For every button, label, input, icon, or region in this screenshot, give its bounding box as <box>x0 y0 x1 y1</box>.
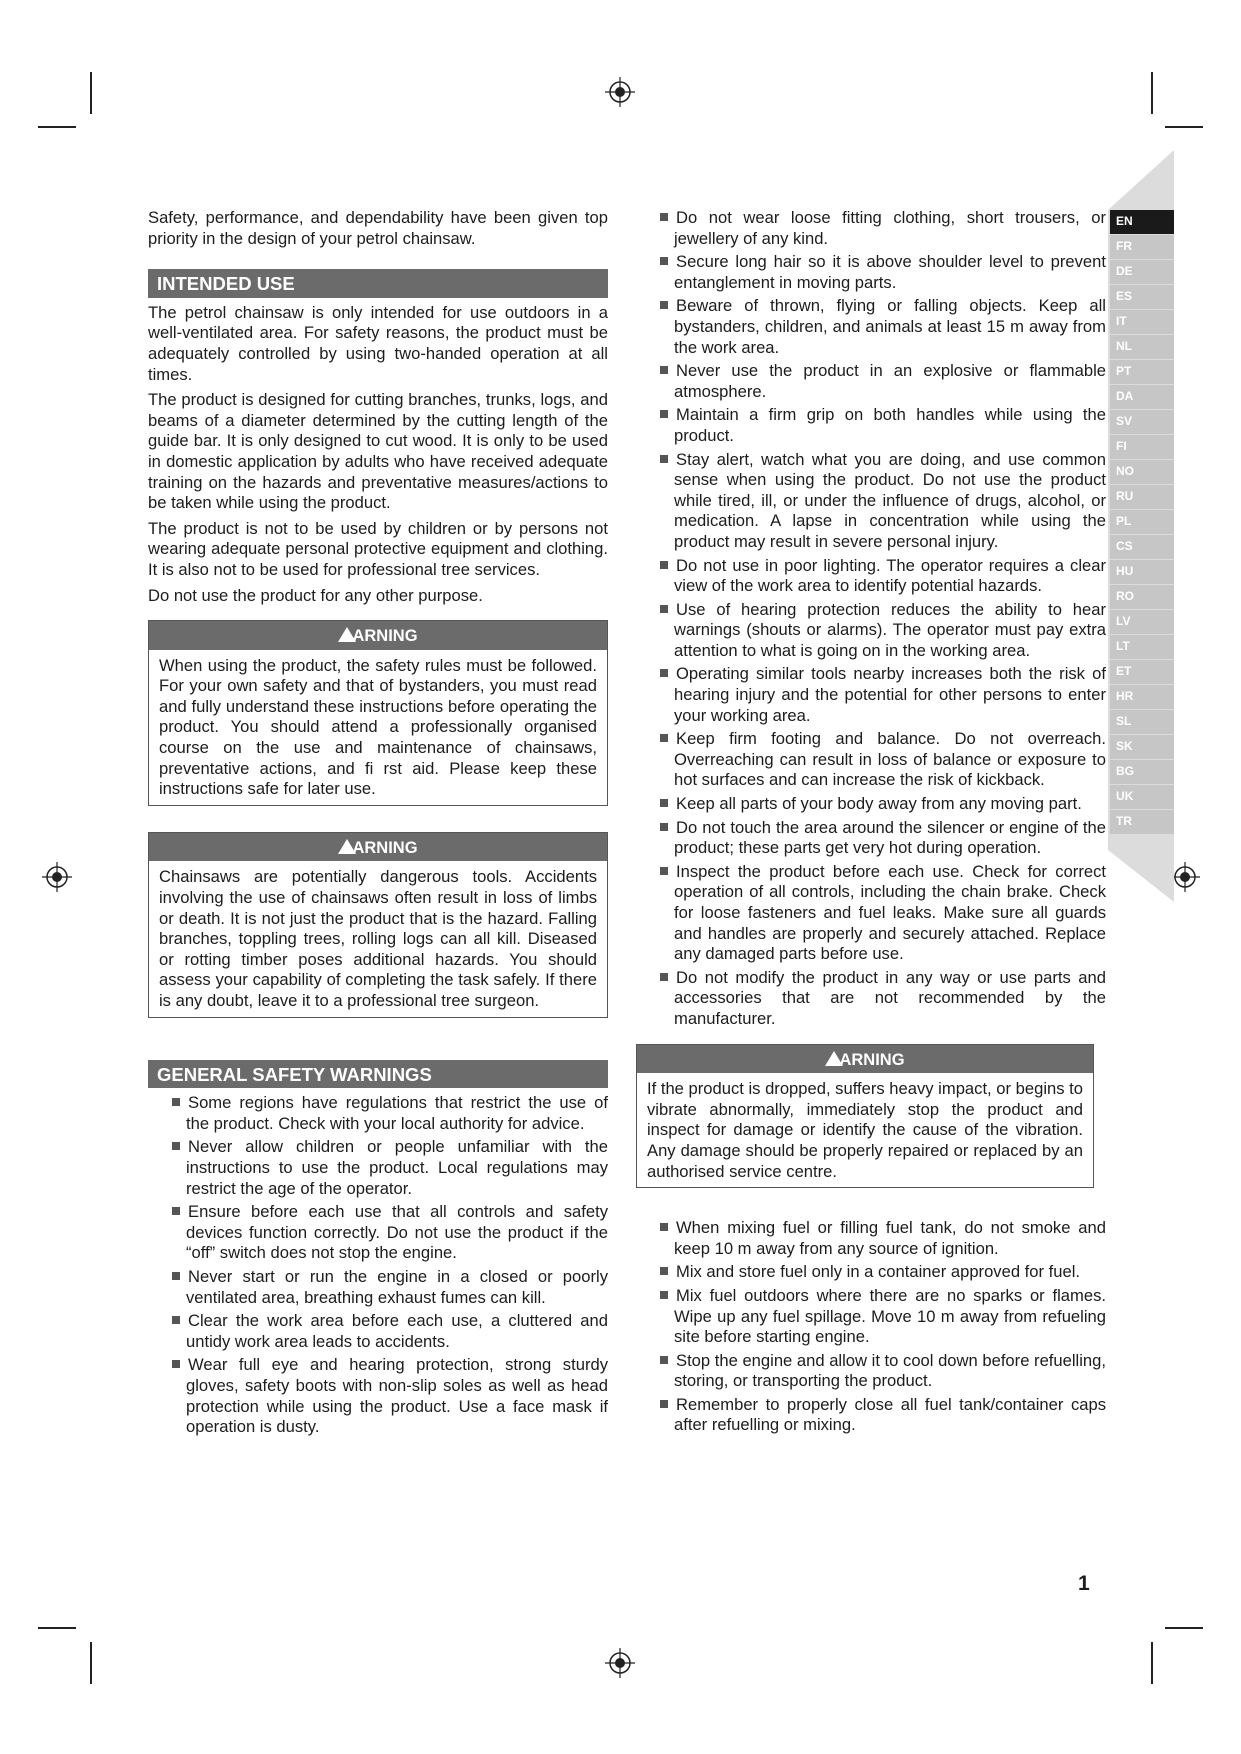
language-tabs <box>1110 210 1174 835</box>
list-item: Do not touch the area around the silencer or engine of the product; these parts get very hot during operation. <box>650 818 1106 859</box>
list-item: When mixing fuel or filling fuel tank, do not smoke and keep 10 m away from any source of ignition. <box>650 1218 1106 1259</box>
warning-box <box>636 1044 1094 1189</box>
intended-use-paragraph: Do not use the product for any other purpose. <box>148 585 483 605</box>
language-tab-pl[interactable]: PL <box>1110 510 1174 534</box>
page-number: 1 <box>1078 1572 1090 1595</box>
crop-mark <box>38 126 76 128</box>
warning-header <box>637 1045 1093 1074</box>
intended-use-heading: INTENDED USE <box>148 269 608 298</box>
list-item: Mix fuel outdoors where there are no sparks or flames. Wipe up any fuel spillage. Move 10 m away from refueling site before starting engine. <box>650 1286 1106 1348</box>
list-item: Mix and store fuel only in a container approved for fuel. <box>650 1262 1106 1283</box>
language-tab-lt[interactable]: LT <box>1110 635 1174 659</box>
language-tab-es[interactable]: ES <box>1110 285 1174 309</box>
language-tab-ro[interactable]: RO <box>1110 585 1174 609</box>
list-item: Beware of thrown, flying or falling objects. Keep all bystanders, children, and animals at least 15 m away from the work area. <box>650 296 1106 358</box>
right-column <box>647 208 1106 1439</box>
registration-mark-icon <box>605 77 635 107</box>
language-tab-hr[interactable]: HR <box>1110 685 1174 709</box>
list-item: Ensure before each use that all controls and safety devices function correctly. Do not use the product if the “off” switch does not stop the engine. <box>162 1202 608 1264</box>
warning-box <box>148 832 608 1018</box>
crop-mark <box>90 1642 92 1684</box>
list-item: Clear the work area before each use, a cluttered and untidy work area leads to accidents. <box>162 1311 608 1352</box>
language-tab-sv[interactable]: SV <box>1110 410 1174 434</box>
list-item: Operating similar tools nearby increases both the risk of hearing injury and the potential for other persons to enter your working area. <box>650 664 1106 726</box>
intended-use-paragraph: The product is not to be used by children or by persons not wearing adequate personal protective equipment and clothing. It is also not to be used for professional tree services. <box>148 518 608 579</box>
language-tab-no[interactable]: NO <box>1110 460 1174 484</box>
registration-mark-icon <box>1170 862 1200 892</box>
general-safety-list <box>148 1093 608 1438</box>
list-item: Never use the product in an explosive or flammable atmosphere. <box>650 361 1106 402</box>
warning-title: ARNING <box>352 838 418 857</box>
crop-mark <box>38 1627 76 1629</box>
language-tab-fr[interactable]: FR <box>1110 235 1174 259</box>
list-item: Do not wear loose fitting clothing, short trousers, or jewellery of any kind. <box>650 208 1106 249</box>
warning-text: When using the product, the safety rules must be followed. For your own safety and that of bystanders, you must read and fully understand these instructions before operating the product. You should attend a professionally organised course on the use and maintenance of chainsaws, preventative actions, and fi rst aid. Please keep these instructions safe for later use. <box>159 655 597 799</box>
list-item: Inspect the product before each use. Check for correct operation of all controls, including the chain brake. Check for loose fasteners and fuel leaks. Make sure all guards and handles are properly and securely attached. Replace any damaged parts before use. <box>650 862 1106 965</box>
safety-list <box>650 208 1106 1030</box>
warning-title: ARNING <box>352 627 418 646</box>
list-item: Maintain a firm grip on both handles while using the product. <box>650 405 1106 446</box>
registration-mark-icon <box>42 862 72 892</box>
fuel-safety-list <box>650 1218 1106 1436</box>
list-item: Do not modify the product in any way or use parts and accessories that are not recommended by the manufacturer. <box>650 968 1106 1030</box>
intro-text: Safety, performance, and dependability have been given top priority in the design of your petrol chainsaw. <box>148 208 608 248</box>
list-item: Secure long hair so it is above shoulder level to prevent entanglement in moving parts. <box>650 252 1106 293</box>
warning-title: ARNING <box>839 1050 905 1069</box>
list-item: Stay alert, watch what you are doing, and use common sense when using the product. Do not use the product while tired, ill, or under the influence of drugs, alcohol, or medication. A lapse in concentration while using the product may result in severe personal injury. <box>650 450 1106 553</box>
list-item: Remember to properly close all fuel tank/container caps after refuelling or mixing. <box>650 1395 1106 1436</box>
list-item: Do not use in poor lighting. The operator requires a clear view of the work area to identify potential hazards. <box>650 556 1106 597</box>
crop-mark <box>90 72 92 114</box>
language-tab-it[interactable]: IT <box>1110 310 1174 334</box>
general-safety-heading: GENERAL SAFETY WARNINGS <box>148 1060 608 1089</box>
language-tab-da[interactable]: DA <box>1110 385 1174 409</box>
crop-mark <box>1151 72 1153 114</box>
language-tab-de[interactable]: DE <box>1110 260 1174 284</box>
crop-mark <box>1165 1627 1203 1629</box>
language-tab-tr[interactable]: TR <box>1110 810 1174 834</box>
list-item: Stop the engine and allow it to cool down before refuelling, storing, or transporting the product. <box>650 1351 1106 1392</box>
language-tab-pt[interactable]: PT <box>1110 360 1174 384</box>
list-item: Never allow children or people unfamiliar with the instructions to use the product. Local regulations may restrict the age of the operator. <box>162 1137 608 1199</box>
warning-header <box>149 833 607 862</box>
language-tab-ru[interactable]: RU <box>1110 485 1174 509</box>
crop-mark <box>1151 1642 1153 1684</box>
registration-mark-icon <box>605 1648 635 1678</box>
intended-use-paragraph: The petrol chainsaw is only intended for use outdoors in a well-ventilated area. For safety reasons, the product must be adequately controlled by using two-handed operation at all times. <box>148 302 608 384</box>
crop-mark <box>1165 126 1203 128</box>
language-tab-uk[interactable]: UK <box>1110 785 1174 809</box>
list-item: Some regions have regulations that restrict the use of the product. Check with your local authority for advice. <box>162 1093 608 1134</box>
language-tab-cs[interactable]: CS <box>1110 535 1174 559</box>
language-tab-en[interactable]: EN <box>1110 210 1174 234</box>
language-tab-et[interactable]: ET <box>1110 660 1174 684</box>
list-item: Never start or run the engine in a closed or poorly ventilated area, breathing exhaust fumes can kill. <box>162 1267 608 1308</box>
language-tab-hu[interactable]: HU <box>1110 560 1174 584</box>
language-tab-nl[interactable]: NL <box>1110 335 1174 359</box>
language-tab-fi[interactable]: FI <box>1110 435 1174 459</box>
warning-text: Chainsaws are potentially dangerous tools. Accidents involving the use of chainsaws often result in loss of limbs or death. It is not just the product that is the hazard. Falling branches, toppling trees, rolling logs can all kill. Diseased or rotting timber poses additional hazards. You should assess your capability of completing the task safely. If there is any doubt, leave it to a professional tree surgeon. <box>159 867 597 1010</box>
language-tab-sl[interactable]: SL <box>1110 710 1174 734</box>
left-column <box>148 208 608 1441</box>
language-tab-sk[interactable]: SK <box>1110 735 1174 759</box>
list-item: Keep firm footing and balance. Do not overreach. Overreaching can result in loss of balance or exposure to hot surfaces and can increase the risk of kickback. <box>650 729 1106 791</box>
intended-use-paragraph: The product is designed for cutting branches, trunks, logs, and beams of a diameter determined by the cutting length of the guide bar. It is only designed to cut wood. It is only to be used in domestic application by adults who have received adequate training on the hazards and preventative measures/actions to be taken while using the product. <box>148 390 608 513</box>
warning-box <box>148 620 608 806</box>
list-item: Wear full eye and hearing protection, strong sturdy gloves, safety boots with non-slip soles as well as head protection while using the product. Use a face mask if operation is dusty. <box>162 1355 608 1437</box>
language-tab-lv[interactable]: LV <box>1110 610 1174 634</box>
warning-header <box>149 621 607 650</box>
list-item: Keep all parts of your body away from any moving part. <box>650 794 1106 815</box>
language-tab-bg[interactable]: BG <box>1110 760 1174 784</box>
list-item: Use of hearing protection reduces the ability to hear warnings (shouts or alarms). The operator must pay extra attention to what is going on in the working area. <box>650 600 1106 662</box>
warning-text: If the product is dropped, suffers heavy impact, or begins to vibrate abnormally, immediately stop the product and inspect for damage or identify the cause of the vibration. Any damage should be properly repaired or replaced by an authorised service centre. <box>647 1079 1083 1181</box>
